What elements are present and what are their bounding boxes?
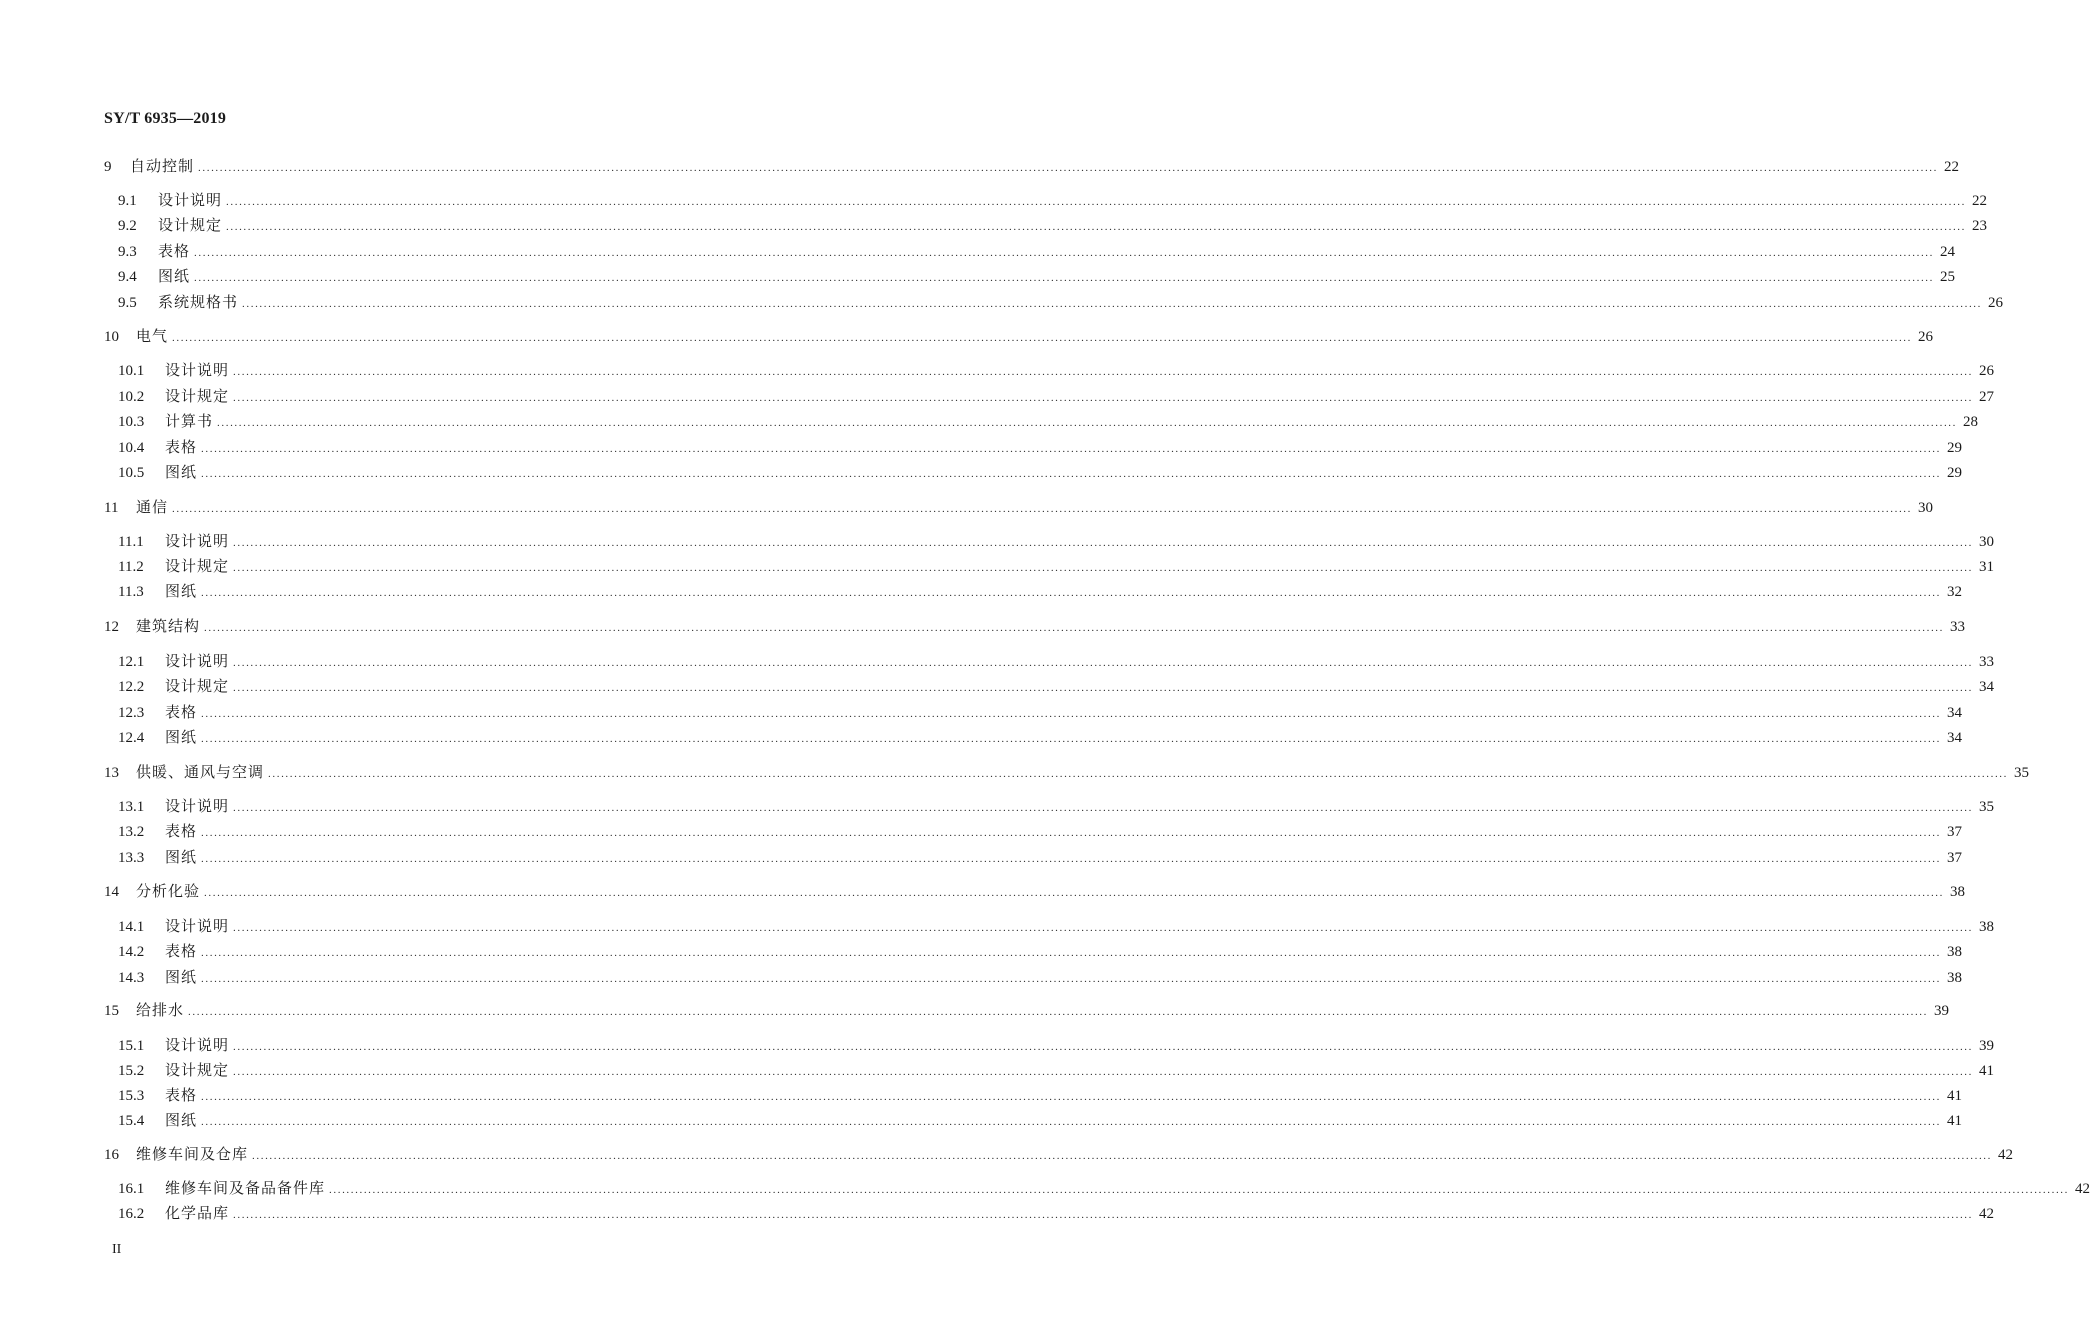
toc-section-row xyxy=(118,265,1956,287)
toc-page-number: 30 xyxy=(1918,500,1934,516)
toc-dot-leader: ................................................................................................................................................................................................................................................................................................................................................................................................................ xyxy=(233,657,1974,669)
toc-page-number: 26 xyxy=(1918,329,1934,345)
toc-number: 12.4 xyxy=(118,730,145,746)
toc-section-row xyxy=(118,214,1988,236)
toc-number: 15.3 xyxy=(118,1088,145,1104)
toc-title: 维修车间及仓库 xyxy=(136,1145,249,1163)
toc-dot-leader: ................................................................................................................................................................................................................................................................................................................................................................................................................ xyxy=(233,1209,1974,1221)
toc-section-row xyxy=(118,966,1963,988)
toc-section-row xyxy=(118,820,1963,842)
toc-page-number: 28 xyxy=(1963,414,1979,430)
toc-title: 设计规定 xyxy=(165,557,230,575)
toc-page-number: 34 xyxy=(1979,679,1995,695)
toc-dot-leader: ................................................................................................................................................................................................................................................................................................................................................................................................................ xyxy=(233,802,1974,814)
toc-number: 10.5 xyxy=(118,465,145,481)
toc-number: 15 xyxy=(104,1003,119,1019)
toc-number: 10.2 xyxy=(118,389,145,405)
toc-page-number: 37 xyxy=(1947,824,1963,840)
toc-section-row xyxy=(118,940,1963,962)
toc-dot-leader: ................................................................................................................................................................................................................................................................................................................................................................................................................ xyxy=(201,708,1942,720)
toc-number: 9.3 xyxy=(118,244,137,260)
toc-page-number: 34 xyxy=(1947,705,1963,721)
toc-section-row xyxy=(118,580,1963,602)
toc-number: 13.3 xyxy=(118,850,145,866)
toc-page-number: 41 xyxy=(1979,1063,1995,1079)
toc-number: 12.2 xyxy=(118,679,145,695)
toc-dot-leader: ................................................................................................................................................................................................................................................................................................................................................................................................................ xyxy=(172,503,1913,515)
toc-title: 计算书 xyxy=(165,412,214,430)
toc-title: 供暖、通风与空调 xyxy=(136,763,265,781)
toc-page-number: 38 xyxy=(1947,944,1963,960)
toc-title: 设计说明 xyxy=(165,361,230,379)
toc-section-row xyxy=(118,1202,1995,1224)
toc-dot-leader: ................................................................................................................................................................................................................................................................................................................................................................................................................ xyxy=(268,768,2009,780)
toc-page-number: 38 xyxy=(1950,884,1966,900)
toc-section-row xyxy=(118,461,1963,483)
toc-page-number: 26 xyxy=(1988,295,2004,311)
toc-dot-leader: ................................................................................................................................................................................................................................................................................................................................................................................................................ xyxy=(201,1116,1942,1128)
toc-section-row xyxy=(118,675,1995,697)
toc-dot-leader: ................................................................................................................................................................................................................................................................................................................................................................................................................ xyxy=(204,622,1945,634)
toc-title: 图纸 xyxy=(158,267,191,285)
toc-number: 11.2 xyxy=(118,559,144,575)
toc-title: 图纸 xyxy=(165,1111,198,1129)
toc-chapter-row xyxy=(104,761,2030,783)
toc-title: 表格 xyxy=(165,942,198,960)
toc-title: 维修车间及备品备件库 xyxy=(165,1179,326,1197)
toc-page-number: 41 xyxy=(1947,1113,1963,1129)
toc-section-row xyxy=(118,701,1963,723)
toc-number: 10.3 xyxy=(118,414,145,430)
toc-number: 15.2 xyxy=(118,1063,145,1079)
toc-title: 设计规定 xyxy=(165,1061,230,1079)
toc-number: 11 xyxy=(104,500,119,516)
toc-title: 图纸 xyxy=(165,582,198,600)
toc-dot-leader: ................................................................................................................................................................................................................................................................................................................................................................................................................ xyxy=(233,562,1974,574)
toc-number: 9 xyxy=(104,159,112,175)
toc-number: 16.1 xyxy=(118,1181,145,1197)
toc-number: 12.1 xyxy=(118,654,145,670)
toc-title: 设计说明 xyxy=(165,797,230,815)
toc-section-row xyxy=(118,189,1988,211)
toc-dot-leader: ................................................................................................................................................................................................................................................................................................................................................................................................................ xyxy=(194,247,1935,259)
toc-section-row xyxy=(118,385,1995,407)
toc-dot-leader: ................................................................................................................................................................................................................................................................................................................................................................................................................ xyxy=(201,587,1942,599)
toc-page-number: 33 xyxy=(1950,619,1966,635)
toc-dot-leader: ................................................................................................................................................................................................................................................................................................................................................................................................................ xyxy=(201,443,1942,455)
toc-section-row xyxy=(118,795,1995,817)
toc-dot-leader: ................................................................................................................................................................................................................................................................................................................................................................................................................ xyxy=(226,196,1967,208)
toc-title: 表格 xyxy=(165,438,198,456)
toc-dot-leader: ................................................................................................................................................................................................................................................................................................................................................................................................................ xyxy=(188,1006,1929,1018)
toc-section-row xyxy=(118,1034,1995,1056)
toc-section-row xyxy=(118,555,1995,577)
toc-title: 设计规定 xyxy=(165,387,230,405)
toc-number: 14.2 xyxy=(118,944,145,960)
page-number: II xyxy=(112,1242,122,1257)
toc-page-number: 42 xyxy=(2075,1181,2090,1197)
toc-page-number: 35 xyxy=(2014,765,2030,781)
toc-section-row xyxy=(118,1059,1995,1081)
toc-dot-leader: ................................................................................................................................................................................................................................................................................................................................................................................................................ xyxy=(172,332,1913,344)
toc-section-row xyxy=(118,915,1995,937)
toc-chapter-row xyxy=(104,615,1966,637)
toc-title: 图纸 xyxy=(165,968,198,986)
toc-title: 设计说明 xyxy=(165,532,230,550)
toc-dot-leader: ................................................................................................................................................................................................................................................................................................................................................................................................................ xyxy=(233,1066,1974,1078)
toc-page-number: 38 xyxy=(1979,919,1995,935)
toc-number: 13.2 xyxy=(118,824,145,840)
toc-chapter-row xyxy=(104,325,1934,347)
toc-chapter-row xyxy=(104,999,1950,1021)
toc-dot-leader: ................................................................................................................................................................................................................................................................................................................................................................................................................ xyxy=(201,973,1942,985)
toc-title: 设计规定 xyxy=(158,216,223,234)
toc-title: 设计说明 xyxy=(165,917,230,935)
standard-code: SY/T 6935—2019 xyxy=(104,110,227,127)
toc-dot-leader: ................................................................................................................................................................................................................................................................................................................................................................................................................ xyxy=(233,682,1974,694)
toc-title: 自动控制 xyxy=(130,157,195,175)
toc-section-row xyxy=(118,240,1956,262)
toc-title: 系统规格书 xyxy=(158,293,239,311)
toc-page-number: 24 xyxy=(1940,244,1956,260)
toc-number: 13 xyxy=(104,765,119,781)
toc-section-row xyxy=(118,436,1963,458)
toc-number: 9.4 xyxy=(118,269,137,285)
toc-number: 9.1 xyxy=(118,193,137,209)
toc-dot-leader: ................................................................................................................................................................................................................................................................................................................................................................................................................ xyxy=(226,221,1967,233)
toc-dot-leader: ................................................................................................................................................................................................................................................................................................................................................................................................................ xyxy=(242,298,1983,310)
toc-page-number: 34 xyxy=(1947,730,1963,746)
toc-page-number: 35 xyxy=(1979,799,1995,815)
toc-number: 9.2 xyxy=(118,218,137,234)
toc-page-number: 37 xyxy=(1947,850,1963,866)
toc-dot-leader: ................................................................................................................................................................................................................................................................................................................................................................................................................ xyxy=(233,392,1974,404)
toc-section-row xyxy=(118,291,2004,313)
toc-page-number: 31 xyxy=(1979,559,1995,575)
toc-title: 通信 xyxy=(136,498,169,516)
toc-number: 12 xyxy=(104,619,119,635)
toc-dot-leader: ................................................................................................................................................................................................................................................................................................................................................................................................................ xyxy=(201,733,1942,745)
toc-page-number: 38 xyxy=(1947,970,1963,986)
toc-title: 图纸 xyxy=(165,463,198,481)
toc-section-row xyxy=(118,410,1979,432)
toc-title: 表格 xyxy=(158,242,191,260)
toc-dot-leader: ................................................................................................................................................................................................................................................................................................................................................................................................................ xyxy=(201,853,1942,865)
toc-section-row xyxy=(118,726,1963,748)
toc-number: 11.1 xyxy=(118,534,144,550)
toc-dot-leader: ................................................................................................................................................................................................................................................................................................................................................................................................................ xyxy=(217,417,1958,429)
toc-page-number: 25 xyxy=(1940,269,1956,285)
toc-title: 电气 xyxy=(136,327,169,345)
toc-title: 表格 xyxy=(165,822,198,840)
toc-dot-leader: ................................................................................................................................................................................................................................................................................................................................................................................................................ xyxy=(201,827,1942,839)
toc-title: 分析化验 xyxy=(136,882,201,900)
toc-section-row xyxy=(118,530,1995,552)
toc-dot-leader: ................................................................................................................................................................................................................................................................................................................................................................................................................ xyxy=(204,887,1945,899)
toc-number: 13.1 xyxy=(118,799,145,815)
toc-number: 12.3 xyxy=(118,705,145,721)
toc-number: 14 xyxy=(104,884,119,900)
toc-number: 10 xyxy=(104,329,119,345)
toc-number: 16 xyxy=(104,1147,119,1163)
toc-title: 设计说明 xyxy=(165,1036,230,1054)
toc-page-number: 33 xyxy=(1979,654,1995,670)
toc-dot-leader: ................................................................................................................................................................................................................................................................................................................................................................................................................ xyxy=(329,1184,2070,1196)
toc-page-number: 39 xyxy=(1979,1038,1995,1054)
toc-number: 11.3 xyxy=(118,584,144,600)
toc-section-row xyxy=(118,1109,1963,1131)
toc-dot-leader: ................................................................................................................................................................................................................................................................................................................................................................................................................ xyxy=(233,366,1974,378)
toc-title: 给排水 xyxy=(136,1001,185,1019)
toc-section-row xyxy=(118,1177,2090,1199)
toc-chapter-row xyxy=(104,155,1960,177)
toc-page-number: 42 xyxy=(1998,1147,2014,1163)
toc-number: 15.4 xyxy=(118,1113,145,1129)
toc-dot-leader: ................................................................................................................................................................................................................................................................................................................................................................................................................ xyxy=(201,1091,1942,1103)
toc-page-number: 22 xyxy=(1944,159,1960,175)
toc-page-number: 32 xyxy=(1947,584,1963,600)
toc-title: 建筑结构 xyxy=(136,617,201,635)
toc-chapter-row xyxy=(104,496,1934,518)
toc-section-row xyxy=(118,846,1963,868)
toc-page-number: 42 xyxy=(1979,1206,1995,1222)
toc-page-number: 23 xyxy=(1972,218,1988,234)
toc-dot-leader: ................................................................................................................................................................................................................................................................................................................................................................................................................ xyxy=(252,1150,1993,1162)
toc-title: 图纸 xyxy=(165,848,198,866)
toc-dot-leader: ................................................................................................................................................................................................................................................................................................................................................................................................................ xyxy=(233,922,1974,934)
toc-page-number: 29 xyxy=(1947,440,1963,456)
toc-dot-leader: ................................................................................................................................................................................................................................................................................................................................................................................................................ xyxy=(198,162,1939,174)
toc-dot-leader: ................................................................................................................................................................................................................................................................................................................................................................................................................ xyxy=(194,272,1935,284)
toc-number: 15.1 xyxy=(118,1038,145,1054)
toc-number: 14.1 xyxy=(118,919,145,935)
toc-title: 图纸 xyxy=(165,728,198,746)
toc-page-number: 41 xyxy=(1947,1088,1963,1104)
toc-page-number: 30 xyxy=(1979,534,1995,550)
toc-page-number: 22 xyxy=(1972,193,1988,209)
toc-title: 设计说明 xyxy=(158,191,223,209)
toc-section-row xyxy=(118,650,1995,672)
toc-number: 16.2 xyxy=(118,1206,145,1222)
toc-dot-leader: ................................................................................................................................................................................................................................................................................................................................................................................................................ xyxy=(233,1041,1974,1053)
toc-title: 化学品库 xyxy=(165,1204,230,1222)
toc-number: 14.3 xyxy=(118,970,145,986)
toc-title: 表格 xyxy=(165,1086,198,1104)
toc-section-row xyxy=(118,1084,1963,1106)
toc-dot-leader: ................................................................................................................................................................................................................................................................................................................................................................................................................ xyxy=(233,537,1974,549)
toc-section-row xyxy=(118,359,1995,381)
toc-page-number: 29 xyxy=(1947,465,1963,481)
toc-page-number: 39 xyxy=(1934,1003,1950,1019)
toc-number: 10.1 xyxy=(118,363,145,379)
toc-chapter-row xyxy=(104,1143,2014,1165)
toc-dot-leader: ................................................................................................................................................................................................................................................................................................................................................................................................................ xyxy=(201,468,1942,480)
toc-title: 设计说明 xyxy=(165,652,230,670)
toc-title: 设计规定 xyxy=(165,677,230,695)
toc-dot-leader: ................................................................................................................................................................................................................................................................................................................................................................................................................ xyxy=(201,947,1942,959)
toc-page-number: 27 xyxy=(1979,389,1995,405)
toc-page-number: 26 xyxy=(1979,363,1995,379)
toc-number: 9.5 xyxy=(118,295,137,311)
toc-title: 表格 xyxy=(165,703,198,721)
toc-chapter-row xyxy=(104,880,1966,902)
toc-number: 10.4 xyxy=(118,440,145,456)
